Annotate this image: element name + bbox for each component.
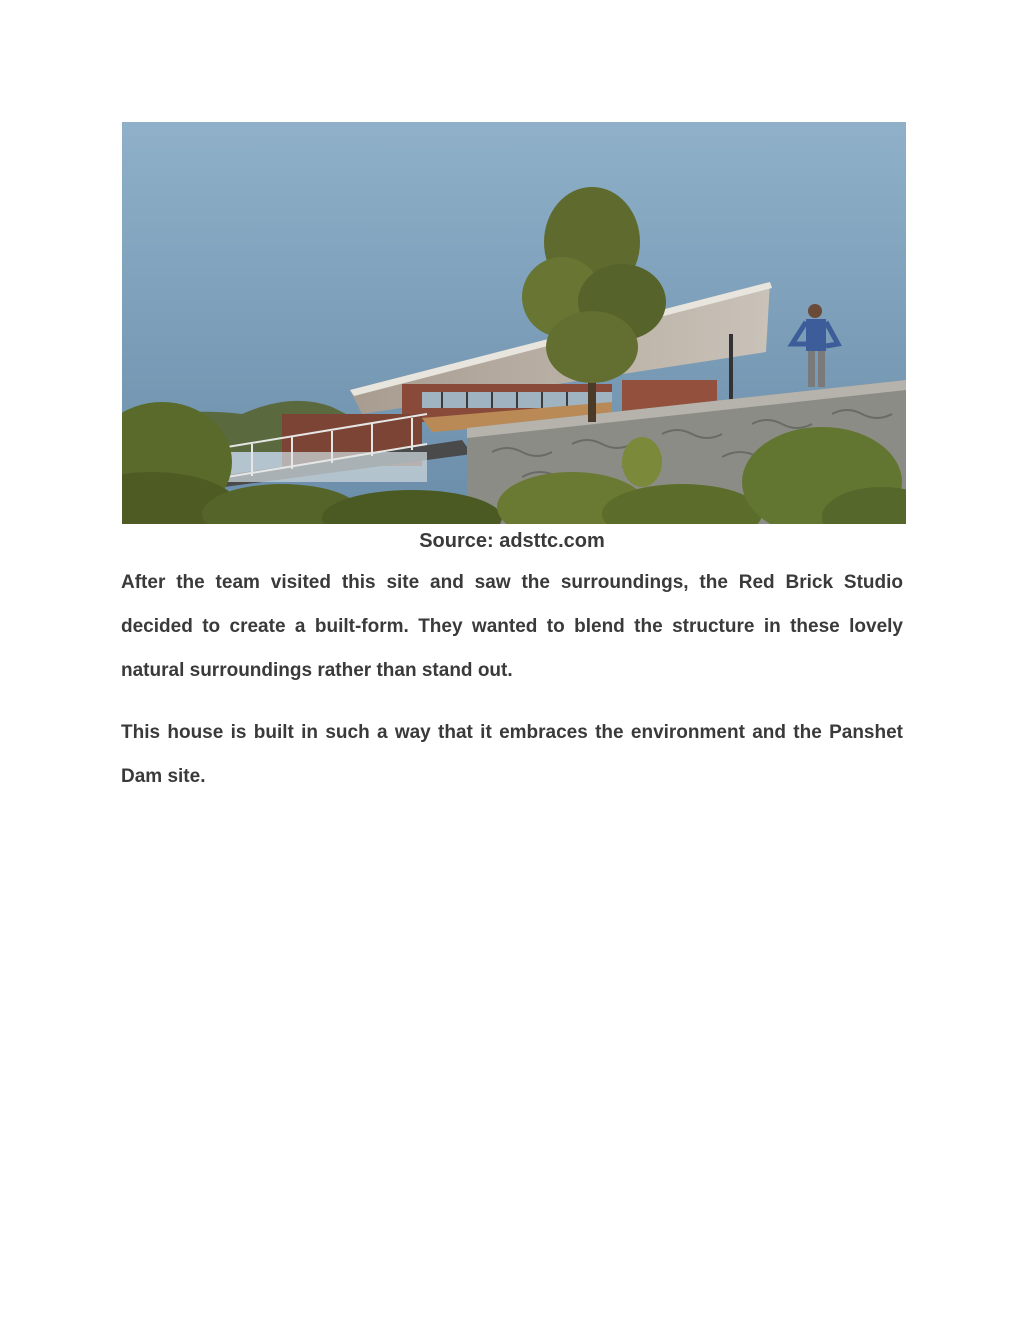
house-photo-illustration (122, 122, 906, 524)
house-photo (122, 122, 906, 524)
figure-caption: Source: adsttc.com (419, 530, 605, 552)
body-paragraph-2: This house is built in such a way that it embraces the environment and the Panshet Dam site. (121, 722, 903, 787)
body-paragraph-1: After the team visited this site and saw the surroundings, the Red Brick Studio decided to create a built-form. They wanted to blend the structure in these lovely natural surroundings rather than stand out. (121, 572, 903, 681)
